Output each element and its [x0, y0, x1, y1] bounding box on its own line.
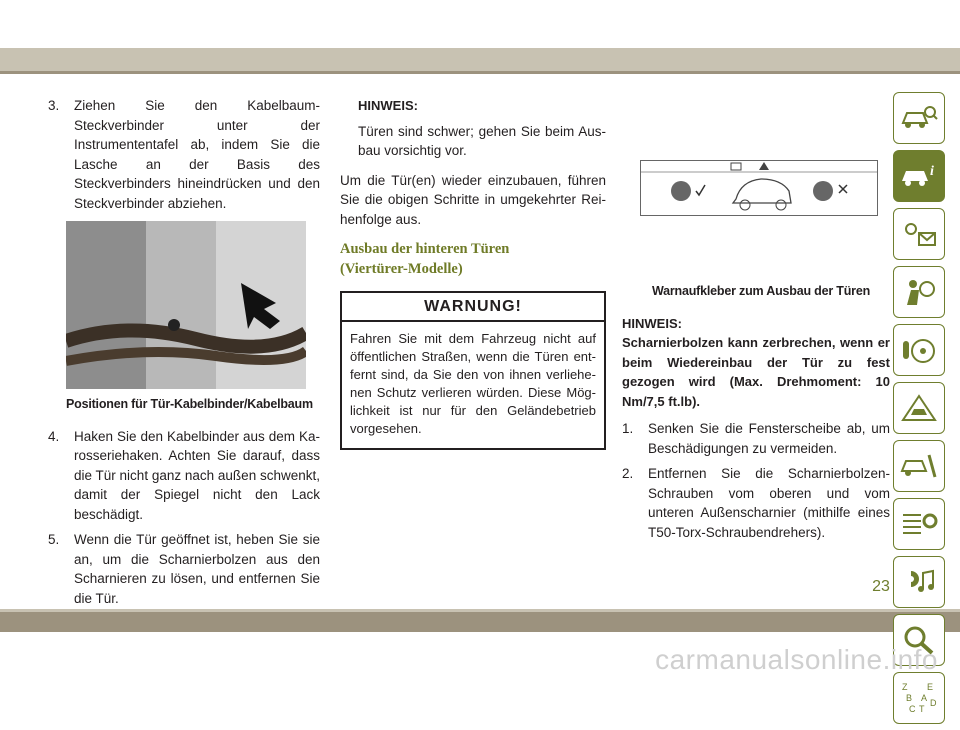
step-r2 [622, 464, 890, 542]
step-text: Entfernen Sie die Scharnierbolzen-Schrauben vom oberen und vom unteren Außenscharnier (mithilfe eines T50-Torx-Schraubendrehers). [648, 466, 890, 540]
car-wrench-icon [899, 451, 939, 481]
step-5 [48, 530, 320, 608]
warning-light-icon [899, 219, 939, 249]
note-heading-2: HINWEIS: [622, 315, 682, 331]
tab-service[interactable] [893, 440, 945, 492]
alphabet-index-icon [899, 681, 939, 715]
header-band [0, 48, 960, 71]
svg-text:E: E [927, 682, 934, 692]
steering-wheel-icon [899, 335, 939, 365]
section-title [340, 239, 606, 279]
svg-text:C: C [909, 704, 916, 714]
step-number: 2. [622, 466, 634, 481]
figure-caption-harness: Positionen für Tür-Kabelbinder/Kabelbaum [66, 397, 313, 411]
page-number: 23 [872, 578, 890, 595]
step-text: Senken Sie die Fensterscheibe ab, um Beschädigungen zu vermeiden. [648, 421, 890, 456]
column-left [48, 96, 320, 614]
header-band-line [0, 71, 960, 74]
note-text-2: Scharnierbolzen kann zerbrechen, wenn er beim Wiedereinbau der Tür zu fest gezogen wird (Max. Drehmoment: 10 Nm/7,5 ft.lb). [622, 335, 890, 409]
tab-dashboard[interactable] [893, 208, 945, 260]
music-nav-icon [899, 567, 939, 597]
car-search-icon [899, 103, 939, 133]
svg-text:i: i [930, 164, 934, 179]
tab-safety[interactable] [893, 266, 945, 318]
tab-emergency[interactable] [893, 382, 945, 434]
step-number: 1. [622, 421, 634, 436]
tab-specs[interactable] [893, 498, 945, 550]
svg-text:A: A [921, 693, 928, 703]
column-middle [340, 96, 606, 450]
step-number: 4. [48, 428, 60, 444]
section-title-line2: (Viertürer-Modelle) [340, 261, 463, 277]
step-number: 3. [48, 98, 60, 113]
step-r1 [622, 419, 890, 458]
column-right [622, 158, 890, 548]
step-text: Wenn die Tür geöffnet ist, heben Sie sie an, um die Scharnierbolzen aus den Scharnieren zu lösen, und entfernen Sie die Tür. [74, 532, 320, 606]
step-text: Ziehen Sie den Kabelbaum-Steckverbinder unter der Instrumententafel ab, indem Sie die Lasche an der Basis des Steckverbinders hineindrücken und den Steckverbinder abziehen. [74, 98, 320, 211]
tab-index[interactable] [893, 672, 945, 724]
car-info-icon [899, 161, 939, 191]
warning-title: WARNUNG! [342, 293, 604, 322]
reinstall-text: Um die Tür(en) wieder einzubauen, führen Sie die obigen Schritte in umgekehrter Reihenfolge aus. [340, 172, 606, 227]
svg-text:B: B [906, 693, 913, 703]
section-title-line1: Ausbau der hinteren Türen [340, 241, 510, 257]
warning-text: Fahren Sie mit dem Fahrzeug nicht auf öffentlichen Straßen, wenn die Türen entfernt sind, da Sie den von ihnen verliehenen Schutz verlieren würden. Diese Möglichkeit ist nur für den Geländebetrieb vorgesehen. [350, 330, 596, 436]
tab-multimedia[interactable] [893, 556, 945, 608]
door-harness-illustration [66, 221, 306, 389]
svg-text:T: T [919, 704, 925, 714]
settings-list-icon [899, 509, 939, 539]
warning-box [340, 291, 606, 450]
tab-driving[interactable] [893, 324, 945, 376]
tab-vehicle-info[interactable] [893, 150, 945, 202]
step-3 [48, 96, 320, 213]
step-number: 5. [48, 532, 60, 547]
svg-text:Z: Z [902, 682, 908, 692]
step-text: Haken Sie den Kabelbinder aus dem Karosseriehaken. Achten Sie darauf, dass die Tür nicht ganz nach außen schwenkt, damit der Spiegel nicht den Lack beschädigt. [74, 428, 320, 522]
note-heading: HINWEIS: [358, 98, 418, 113]
note-text: Türen sind schwer; gehen Sie beim Ausbau vorsichtig vor. [358, 123, 606, 158]
chapter-tabs [893, 92, 945, 730]
watermark: carmanualsonline.info [655, 644, 938, 675]
tab-getting-to-know[interactable] [893, 92, 945, 144]
door-harness-photo [66, 221, 306, 389]
figure-caption-label: Warnaufkleber zum Ausbau der Türen [652, 284, 871, 298]
car-crash-icon [899, 393, 939, 423]
footer-band [0, 612, 960, 632]
step-4 [48, 427, 320, 525]
svg-text:D: D [930, 698, 937, 708]
airbag-icon [899, 277, 939, 307]
